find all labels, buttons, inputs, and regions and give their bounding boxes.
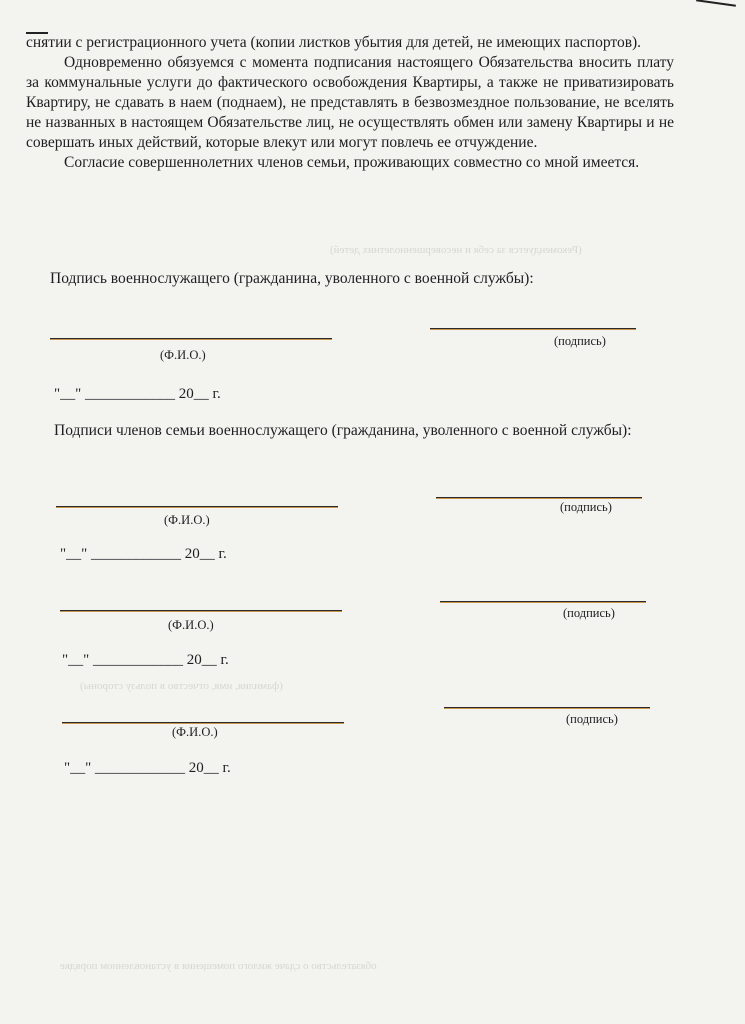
family-member-3-date[interactable]: "__" ____________ 20__ г. xyxy=(64,760,231,776)
fio-caption: (Ф.И.О.) xyxy=(168,618,214,632)
bleed-through-text: (Рекомендуется за себя и несовершеннолетних детей) xyxy=(330,244,582,256)
serviceman-fio-line[interactable] xyxy=(50,338,332,340)
signature-caption: (подпись) xyxy=(560,500,612,514)
paragraph-deregistration: снятии с регистрационного учета (копии листков убытия для детей, не имеющих паспортов). xyxy=(26,34,642,51)
signature-caption: (подпись) xyxy=(566,712,618,726)
family-member-2-fio-line[interactable] xyxy=(60,610,342,612)
fio-caption: (Ф.И.О.) xyxy=(164,513,210,527)
serviceman-signature-heading: Подпись военнослужащего (гражданина, уволенного с военной службы): xyxy=(50,270,534,287)
family-member-1-fio-line[interactable] xyxy=(56,506,338,508)
serviceman-signature-line[interactable] xyxy=(430,328,636,330)
family-member-3-signature-line[interactable] xyxy=(444,707,650,709)
signature-caption: (подпись) xyxy=(563,606,615,620)
family-member-2-date[interactable]: "__" ____________ 20__ г. xyxy=(62,652,229,668)
bleed-through-text: (фамилия, имя, отчество в пользу стороны) xyxy=(80,680,283,692)
signature-caption: (подпись) xyxy=(554,334,606,348)
paragraph-consent: Согласие совершеннолетних членов семьи, проживающих совместно со мной имеется. xyxy=(64,154,640,171)
family-member-1-signature-line[interactable] xyxy=(436,497,642,499)
bleed-through-text: обязательство о сдаче жилого помещения в установленном порядке xyxy=(60,960,377,972)
body-text xyxy=(26,33,674,173)
family-signatures-heading: Подписи членов семьи военнослужащего (гражданина, уволенного с военной службы): xyxy=(54,422,632,439)
family-member-1-date[interactable]: "__" ____________ 20__ г. xyxy=(60,546,227,562)
fio-caption: (Ф.И.О.) xyxy=(172,725,218,739)
serviceman-date[interactable]: "__" ____________ 20__ г. xyxy=(54,386,221,402)
scan-corner-mark xyxy=(696,0,736,7)
fio-caption: (Ф.И.О.) xyxy=(160,348,206,362)
family-member-3-fio-line[interactable] xyxy=(62,722,344,724)
paragraph-obligation: Одновременно обязуемся с момента подписания настоящего Обязательства вносить плату за коммунальные услуги до фактического освобождения Квартиры, а также не приватизировать Квартиру, не сдавать в наем (поднаем), не представлять в безвозмездное пользование, не вселять не названных в настоящем Обязательстве лиц, не осуществлять обмен или замену Квартиры и не совершать иных действий, которые влекут или могут повлечь ее отчуждение. xyxy=(26,54,674,151)
family-member-2-signature-line[interactable] xyxy=(440,601,646,603)
